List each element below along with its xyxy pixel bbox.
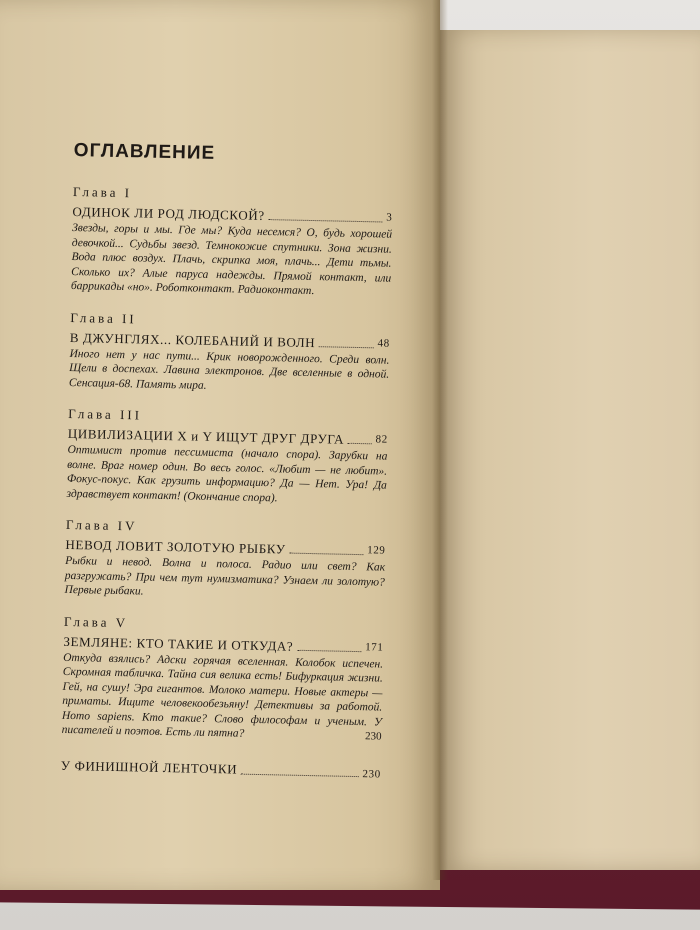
chapter-1 [71, 184, 393, 300]
table-of-contents [61, 140, 394, 780]
chapter-5 [61, 613, 384, 744]
page-number: 171 [365, 640, 384, 654]
chapter-label: Глава II [70, 309, 137, 326]
chapter-label: Глава III [68, 405, 143, 423]
page-number: 129 [367, 544, 386, 557]
dot-leader [319, 346, 373, 348]
page-number: 230 [362, 767, 381, 781]
book-gutter [432, 0, 448, 880]
dot-leader [269, 219, 383, 222]
chapter-summary: Оптимист против пессимиста (начало спора). Зарубки на волне. Враг номер один. Во весь голос. «Любит — не любит». Фокус-покус. Как грузить информацию? Да — Нет. Ура! Да здравствует контакт! (Окончание спора). [66, 443, 388, 504]
page-number: 82 [375, 433, 388, 446]
chapter-label: Глава V [63, 613, 129, 630]
right-page [440, 30, 700, 870]
chapter-title: ЦИВИЛИЗАЦИИ X и Y ИЩУТ ДРУГ ДРУГА [67, 425, 345, 447]
dot-leader [297, 649, 361, 651]
chapter-title: ОДИНОК ЛИ РОД ЛЮДСКОЙ? [72, 203, 265, 224]
final-section-title: У ФИНИШНОЙ ЛЕНТОЧКИ [60, 757, 238, 777]
chapter-label: Глава IV [65, 516, 138, 534]
chapter-summary: Иного нет у нас пути... Крик новорожденного. Среди волн. Щели в доспехах. Лавина электронов. Две вселенные в одной. Сенсация-68. Память мира. [68, 347, 390, 392]
chapter-summary: Звезды, горы и мы. Где мы? Куда несемся? О, будь хорошей девочкой... Судьбы звезд. Темнокожие спутники. Зона жизни. Вода плюс воздух. Плачь, скрипка моя, плачь... Дети тьмы. Сколько их? Алые паруса надежды. Прямой контакт, или баррикады «но». Роботконтакт. Радиоконтакт. [70, 221, 393, 298]
chapter-2 [69, 309, 391, 396]
chapter-summary [61, 650, 383, 744]
chapter-title: НЕВОД ЛОВИТ ЗОЛОТУЮ РЫБКУ [65, 536, 286, 557]
chapter-title: В ДЖУНГЛЯХ... КОЛЕБАНИЙ И ВОЛН [69, 329, 316, 350]
dot-leader [348, 443, 372, 444]
chapter-title: ЗЕМЛЯНЕ: КТО ТАКИЕ И ОТКУДА? [63, 633, 294, 654]
chapter-4 [64, 517, 386, 604]
chapter-summary: Рыбки и невод. Волна и полоса. Радио или свет? Как разгружать? При чем тут нумизматика? Узнаем ли золотую? Первые рыбаки. [64, 554, 386, 598]
dot-leader [290, 553, 364, 556]
page-number: 230 [364, 730, 382, 743]
toc-title: ОГЛАВЛЕНИЕ [73, 140, 216, 164]
chapter-3 [66, 406, 388, 508]
page-number: 48 [377, 336, 390, 350]
dot-leader [241, 773, 358, 776]
page-number: 3 [386, 211, 393, 224]
chapter-summary-text: Откуда взялись? Адски горячая вселенная. Колобок испечен. Скромная табличка. Тайна сия велика есть! Бифуркация жизни. Гей, на сушу! Эра гигантов. Молоко матери. Новые актеры — приматы. Ищите человекообезьяну! Детективы за работой. Homo sapiens. Кто такие? Слово философам и ученым. У писателей и поэтов. Есть ли пятна? [61, 651, 384, 740]
chapter-label: Глава I [72, 183, 133, 201]
final-section [61, 757, 381, 780]
